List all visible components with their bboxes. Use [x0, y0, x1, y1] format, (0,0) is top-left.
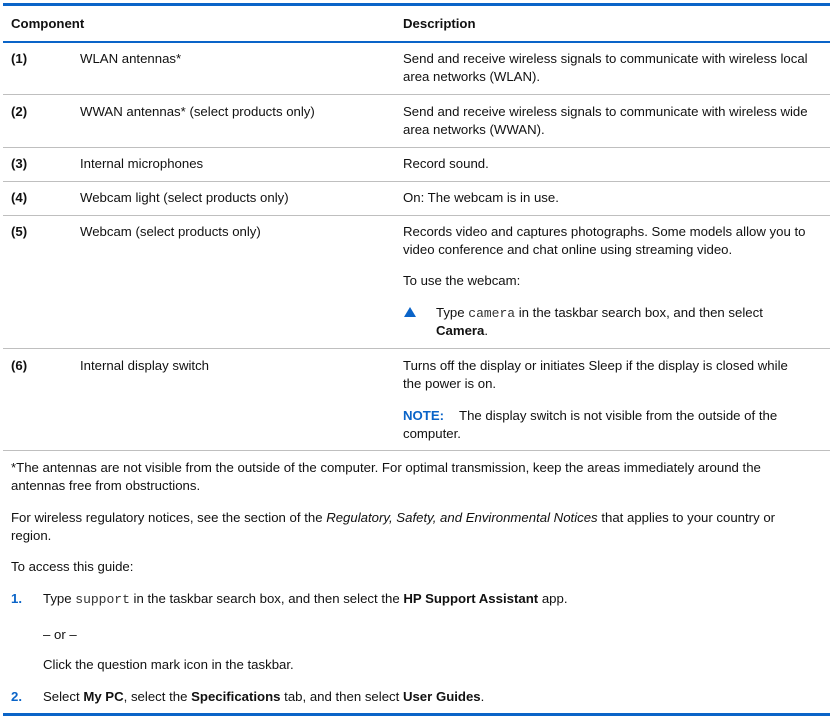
row-5-description-line-1: Records video and captures photographs. Some models allow you to: [403, 224, 806, 239]
row-3-number: (3): [11, 156, 28, 171]
webcam-intro: To use the webcam:: [403, 273, 521, 288]
row-3-component: Internal microphones: [80, 156, 204, 171]
webcam-step-line-2: Camera.: [436, 323, 489, 338]
row-4-component: Webcam light (select products only): [80, 190, 289, 205]
row-separator: [3, 94, 830, 95]
row-1-number: (1): [11, 51, 28, 66]
row-6-description-line-1: Turns off the display or initiates Sleep if the display is closed while: [403, 358, 788, 373]
row-1-description-line-2: area networks (WLAN).: [403, 69, 541, 84]
header-description: Description: [403, 16, 476, 31]
row-4-number: (4): [11, 190, 28, 205]
my-pc-label: My PC: [83, 689, 124, 704]
camera-app-name: Camera: [436, 323, 485, 338]
row-2-number: (2): [11, 104, 28, 119]
row-separator: [3, 147, 830, 148]
row-4-description: On: The webcam is in use.: [403, 190, 559, 205]
access-intro: To access this guide:: [11, 559, 134, 574]
note-label: NOTE:: [403, 408, 445, 423]
or-separator: – or –: [43, 627, 77, 642]
footnote-line-2: antennas free from obstructions.: [11, 478, 201, 493]
hp-support-assistant-name: HP Support Assistant: [403, 591, 539, 606]
user-guides-label: User Guides: [402, 689, 481, 704]
regulatory-line-1: For wireless regulatory notices, see the section of the Regulatory, Safety, and Environmental Notices that applies to your country or: [11, 510, 776, 525]
row-6-component: Internal display switch: [80, 358, 210, 373]
webcam-step-line-1: Type camera in the taskbar search box, and then select: [436, 305, 763, 321]
code-camera: camera: [468, 306, 516, 321]
step-2-number: 2.: [11, 689, 22, 704]
regulatory-document-title: Regulatory, Safety, and Environmental Notices: [326, 510, 598, 525]
row-5-description-line-2: video conference and chat online using streaming video.: [403, 242, 733, 257]
bottom-rule: [3, 713, 830, 716]
row-1-description-line-1: Send and receive wireless signals to communicate with wireless local: [403, 51, 808, 66]
step-1-text: Type support in the taskbar search box, and then select the HP Support Assistant app.: [43, 591, 568, 607]
row-1-component: WLAN antennas*: [80, 51, 182, 66]
footnote-line-1: *The antennas are not visible from the outside of the computer. For optimal transmission, keep the areas immediately around the: [11, 460, 761, 475]
alt-step-text: Click the question mark icon in the taskbar.: [43, 657, 294, 672]
row-5-component: Webcam (select products only): [80, 224, 261, 239]
note-line-1: NOTE: The display switch is not visible from the outside of the: [403, 408, 778, 423]
row-separator: [3, 181, 830, 182]
row-separator: [3, 348, 830, 349]
row-6-description-line-2: the power is on.: [403, 376, 497, 391]
note-line-2: computer.: [403, 426, 461, 441]
code-support: support: [75, 592, 130, 607]
specifications-tab-label: Specifications: [191, 689, 281, 704]
step-1-number: 1.: [11, 591, 22, 606]
row-5-number: (5): [11, 224, 28, 239]
regulatory-line-2: region.: [11, 528, 52, 543]
row-2-description-line-2: area networks (WWAN).: [403, 122, 545, 137]
table-bottom-separator: [3, 450, 830, 451]
row-2-component: WWAN antennas* (select products only): [80, 104, 315, 119]
row-3-description: Record sound.: [403, 156, 489, 171]
row-separator: [3, 215, 830, 216]
triangle-bullet-icon: [404, 307, 416, 317]
row-6-number: (6): [11, 358, 28, 373]
step-2-text: Select My PC, select the Specifications tab, and then select User Guides.: [43, 689, 485, 704]
row-2-description-line-1: Send and receive wireless signals to communicate with wireless wide: [403, 104, 808, 119]
header-rule: [3, 41, 830, 43]
top-rule: [3, 3, 830, 6]
header-component: Component: [11, 16, 85, 31]
